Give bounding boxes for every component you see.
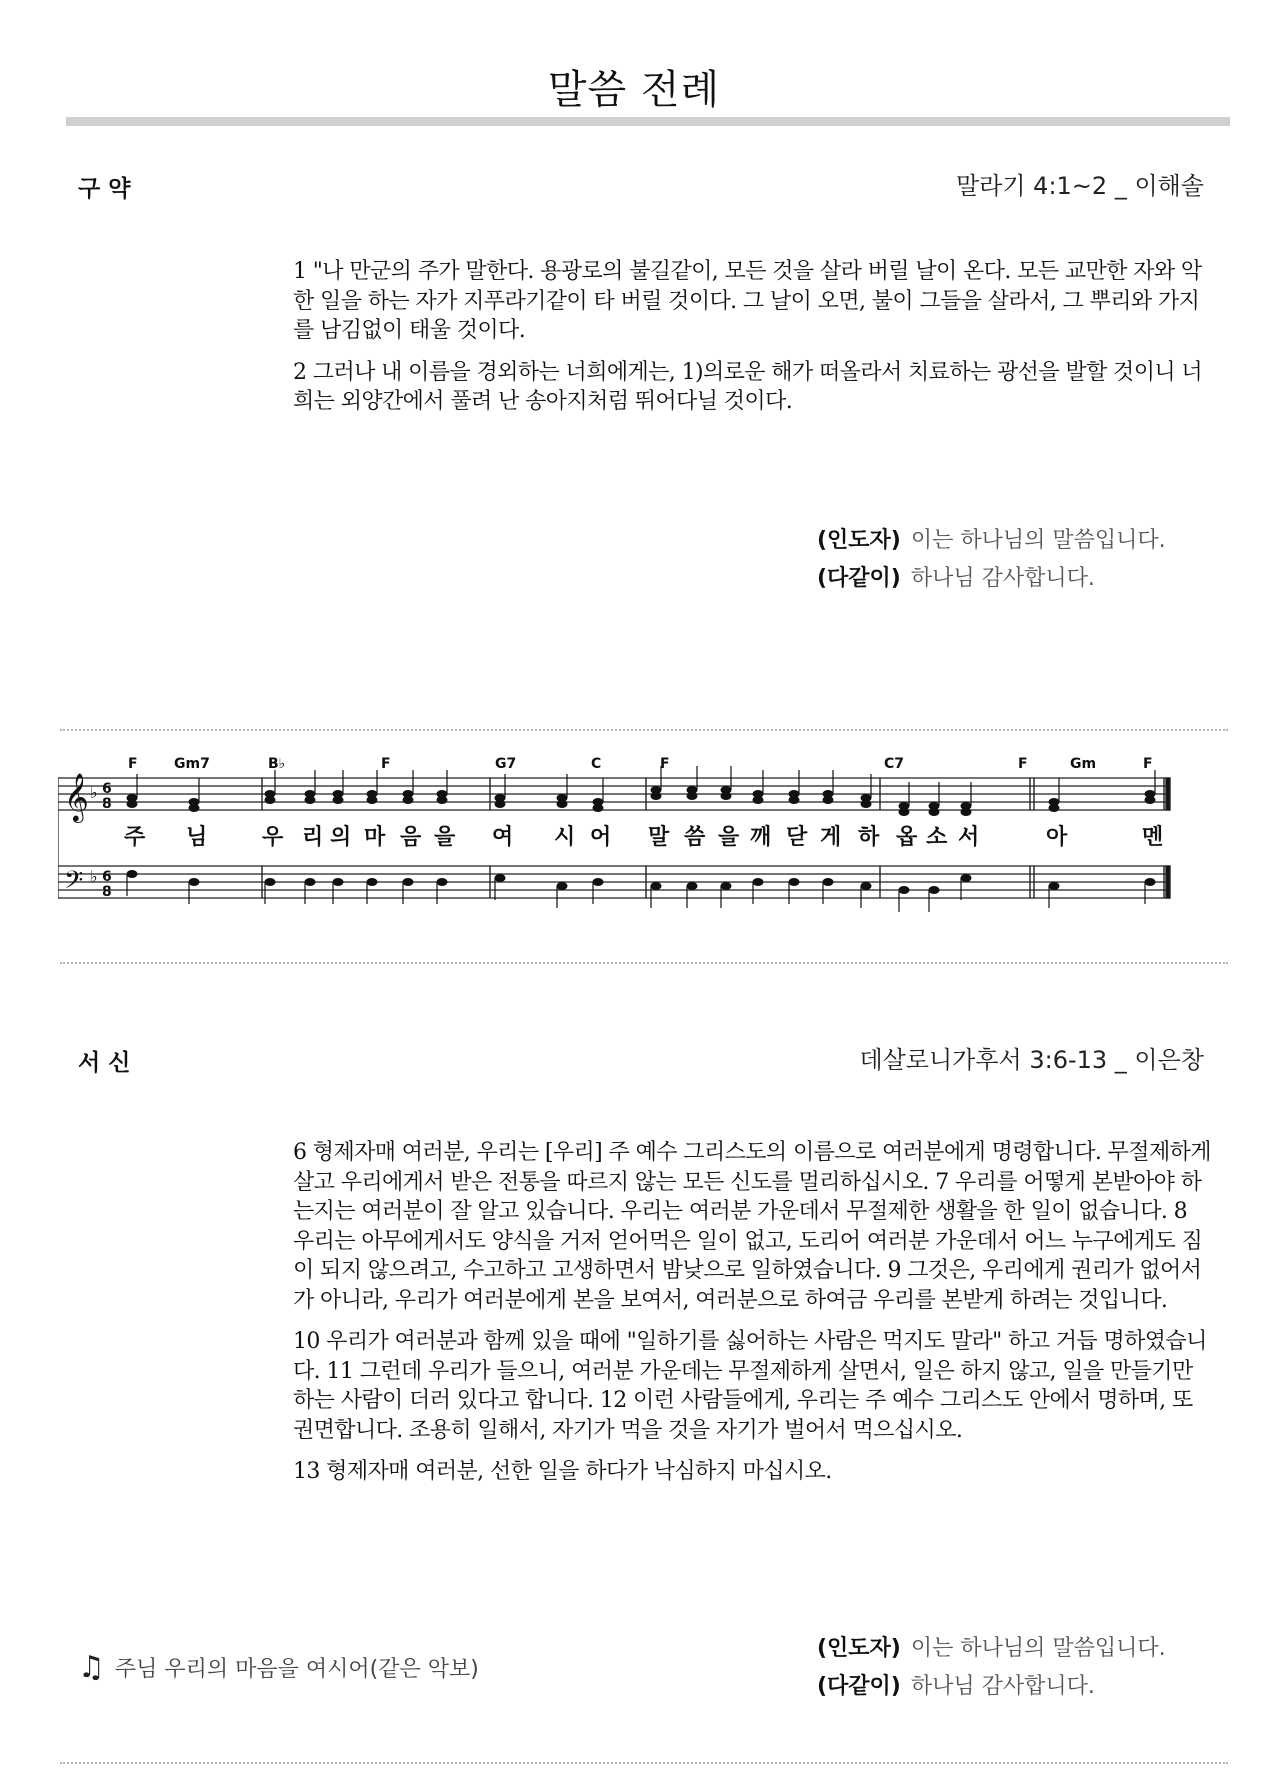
title-divider xyxy=(66,117,1230,126)
lyric-syllable: 을 xyxy=(718,825,740,850)
bass-note xyxy=(823,878,834,886)
lyric-syllable: 서 xyxy=(958,825,980,850)
response-speaker: (인도자) xyxy=(817,1636,901,1661)
old-testament-reference: 말라기 4:1~2 _ 이해솔 xyxy=(956,172,1204,200)
chord-symbol: F xyxy=(660,756,670,772)
treble-note xyxy=(651,792,662,800)
key-flat-icon: ♭ xyxy=(90,783,98,802)
hymn-note xyxy=(78,1650,479,1685)
lyric-syllable: 음 xyxy=(400,825,422,850)
epistle-reading xyxy=(293,1138,1211,1499)
treble-note xyxy=(127,800,138,808)
bass-note xyxy=(899,886,910,894)
lyric-syllable: 우 xyxy=(262,825,284,850)
chord-symbol: B♭ xyxy=(268,756,286,772)
bass-note xyxy=(929,886,940,894)
treble-note xyxy=(265,796,276,804)
lyric-syllable: 아 xyxy=(1046,825,1068,850)
treble-note xyxy=(753,796,764,804)
lyric-syllable: 주 xyxy=(124,825,146,850)
lyric-syllable: 소 xyxy=(926,825,948,850)
treble-note xyxy=(687,792,698,800)
treble-note xyxy=(403,796,414,804)
lyric-syllable: 님 xyxy=(186,825,208,850)
bass-note xyxy=(789,878,800,886)
response-text: 하나님 감사합니다. xyxy=(910,566,1095,591)
treble-note xyxy=(1145,796,1156,804)
final-barline xyxy=(1166,866,1170,898)
bass-note xyxy=(961,874,972,882)
response-line xyxy=(817,1630,1166,1668)
final-barline xyxy=(1166,778,1170,810)
page-title: 말씀 전례 xyxy=(547,67,721,113)
response-line xyxy=(817,560,1166,598)
reading-paragraph: 10 우리가 여러분과 함께 있을 때에 "일하기를 싫어하는 사람은 먹지도 말라" 하고 거듭 명하였습니다. 11 그런데 우리가 들으니, 여러분 가운데는 무절제하게 살면서, 일은 하지 않고, 일을 만들기만 하는 사람이 더러 있다고 합니다. 12 이런 사람들에게, 우리는 주 예수 그리스도 안에서 명하며, 또 권면합니다. 조용히 일해서, 자기가 먹을 것을 자기가 벌어서 먹으십시오. xyxy=(293,1329,1207,1443)
old-testament-responses xyxy=(817,522,1166,598)
time-signature-top: 6 xyxy=(102,869,112,885)
bass-note xyxy=(651,882,662,890)
old-testament-reading xyxy=(293,257,1211,429)
response-text: 이는 하나님의 말씀입니다. xyxy=(910,528,1166,553)
music-score xyxy=(58,748,1190,923)
lyric-syllable: 을 xyxy=(434,825,456,850)
section-label-old-testament: 구 약 xyxy=(78,176,131,202)
lyric-syllable: 하 xyxy=(858,825,880,850)
chord-symbol: Gm7 xyxy=(174,756,210,772)
lyric-syllable: 옵 xyxy=(896,825,918,850)
response-speaker: (다같이) xyxy=(817,566,901,591)
reading-paragraph: 2 그러나 내 이름을 경외하는 너희에게는, 1)의로운 해가 떠올라서 치료하는 광선을 발할 것이니 너희는 외양간에서 풀려 난 송아지처럼 뛰어다닐 것이다. xyxy=(293,359,1203,414)
treble-note xyxy=(437,796,448,804)
bass-note xyxy=(687,882,698,890)
response-text: 하나님 감사합니다. xyxy=(910,1674,1095,1699)
treble-note xyxy=(721,792,732,800)
section-label-epistle: 서 신 xyxy=(78,1050,131,1076)
response-speaker: (인도자) xyxy=(817,528,901,553)
time-signature-bottom: 8 xyxy=(102,796,112,812)
epistle-responses xyxy=(817,1630,1166,1706)
treble-note xyxy=(789,796,800,804)
treble-note xyxy=(1049,804,1060,812)
lyric-syllable: 의 xyxy=(330,825,352,850)
treble-note xyxy=(861,800,872,808)
lyric-syllable: 시 xyxy=(554,825,576,850)
dotted-divider xyxy=(60,729,1228,731)
dotted-divider xyxy=(60,1762,1228,1764)
bass-note xyxy=(189,878,200,886)
lyric-syllable: 게 xyxy=(820,825,842,850)
bass-note xyxy=(557,882,568,890)
reading-paragraph: 1 "나 만군의 주가 말한다. 용광로의 불길같이, 모든 것을 살라 버릴 날이 온다. 모든 교만한 자와 악한 일을 하는 자가 지푸라기같이 타 버릴 것이다. 그 날이 오면, 불이 그들을 살라서, 그 뿌리와 가지를 남김없이 태울 것이다. xyxy=(293,259,1202,343)
treble-clef-icon: 𝄞 xyxy=(64,772,89,821)
response-line xyxy=(817,522,1166,560)
treble-note xyxy=(593,804,604,812)
response-text: 이는 하나님의 말씀입니다. xyxy=(910,1636,1166,1661)
key-flat-icon: ♭ xyxy=(90,867,98,886)
bass-note xyxy=(127,870,138,878)
treble-note xyxy=(929,808,940,816)
treble-note xyxy=(495,800,506,808)
treble-note xyxy=(367,796,378,804)
treble-note xyxy=(557,800,568,808)
time-signature-bottom: 8 xyxy=(102,884,112,900)
bass-note xyxy=(1145,878,1156,886)
treble-note xyxy=(961,808,972,816)
epistle-reference: 데살로니가후서 3:6-13 _ 이은창 xyxy=(859,1046,1204,1074)
chord-symbol: F xyxy=(128,756,138,772)
bass-note xyxy=(367,878,378,886)
bass-note xyxy=(403,878,414,886)
lyric-syllable: 여 xyxy=(492,825,514,850)
bass-note xyxy=(861,882,872,890)
bass-note xyxy=(265,878,276,886)
bass-note xyxy=(753,878,764,886)
bass-clef-icon: 𝄢 xyxy=(64,866,84,901)
bass-note xyxy=(495,874,506,882)
lyric-syllable: 씀 xyxy=(684,825,706,850)
treble-note xyxy=(823,796,834,804)
bass-note xyxy=(305,878,316,886)
bass-note xyxy=(437,878,448,886)
response-line xyxy=(817,1668,1166,1706)
chord-symbol: Gm xyxy=(1070,756,1097,772)
time-signature-top: 6 xyxy=(102,781,112,797)
lyric-syllable: 깨 xyxy=(750,825,772,850)
chord-symbol: F xyxy=(1143,756,1153,772)
reading-paragraph: 6 형제자매 여러분, 우리는 [우리] 주 예수 그리스도의 이름으로 여러분에게 명령합니다. 무절제하게 살고 우리에게서 받은 전통을 따르지 않는 모든 신도를 멀리하십시오. 7 우리를 어떻게 본받아야 하는지는 여러분이 잘 알고 있습니다. 우리는 여러분 가운데서 무절제한 생활을 한 일이 없습니다. 8 우리는 아무에게서도 양식을 거저 얻어먹은 일이 없고, 도리어 여러분 가운데서 어느 누구에게도 짐이 되지 않으려고, 수고하고 고생하면서 밤낮으로 일하였습니다. 9 그것은, 우리에게 권리가 없어서가 아니라, 우리가 여러분에게 본을 보여서, 여러분으로 하여금 우리를 본받게 하려는 것입니다. xyxy=(293,1140,1211,1313)
bass-note xyxy=(593,878,604,886)
bass-note xyxy=(333,878,344,886)
lyric-syllable: 마 xyxy=(364,825,386,850)
reading-paragraph: 13 형제자매 여러분, 선한 일을 하다가 낙심하지 마십시오. xyxy=(293,1459,832,1484)
lyric-syllable: 닫 xyxy=(786,825,808,850)
treble-note xyxy=(899,808,910,816)
lyric-syllable: 멘 xyxy=(1142,825,1164,850)
chord-symbol: C7 xyxy=(884,756,905,772)
chord-symbol: F xyxy=(1018,756,1028,772)
lyric-syllable: 말 xyxy=(648,825,670,850)
music-note-icon: ♫ xyxy=(78,1650,105,1685)
hymn-note-text: 주님 우리의 마음을 여시어(같은 악보) xyxy=(114,1657,479,1682)
response-speaker: (다같이) xyxy=(817,1674,901,1699)
chord-symbol: G7 xyxy=(495,756,517,772)
treble-note xyxy=(189,804,200,812)
chord-symbol: F xyxy=(381,756,391,772)
lyric-syllable: 어 xyxy=(590,825,612,850)
bass-note xyxy=(721,882,732,890)
lyric-syllable: 리 xyxy=(302,825,324,850)
treble-note xyxy=(333,796,344,804)
dotted-divider xyxy=(60,962,1228,964)
treble-note xyxy=(305,796,316,804)
bass-note xyxy=(1049,882,1060,890)
chord-symbol: C xyxy=(591,756,602,772)
